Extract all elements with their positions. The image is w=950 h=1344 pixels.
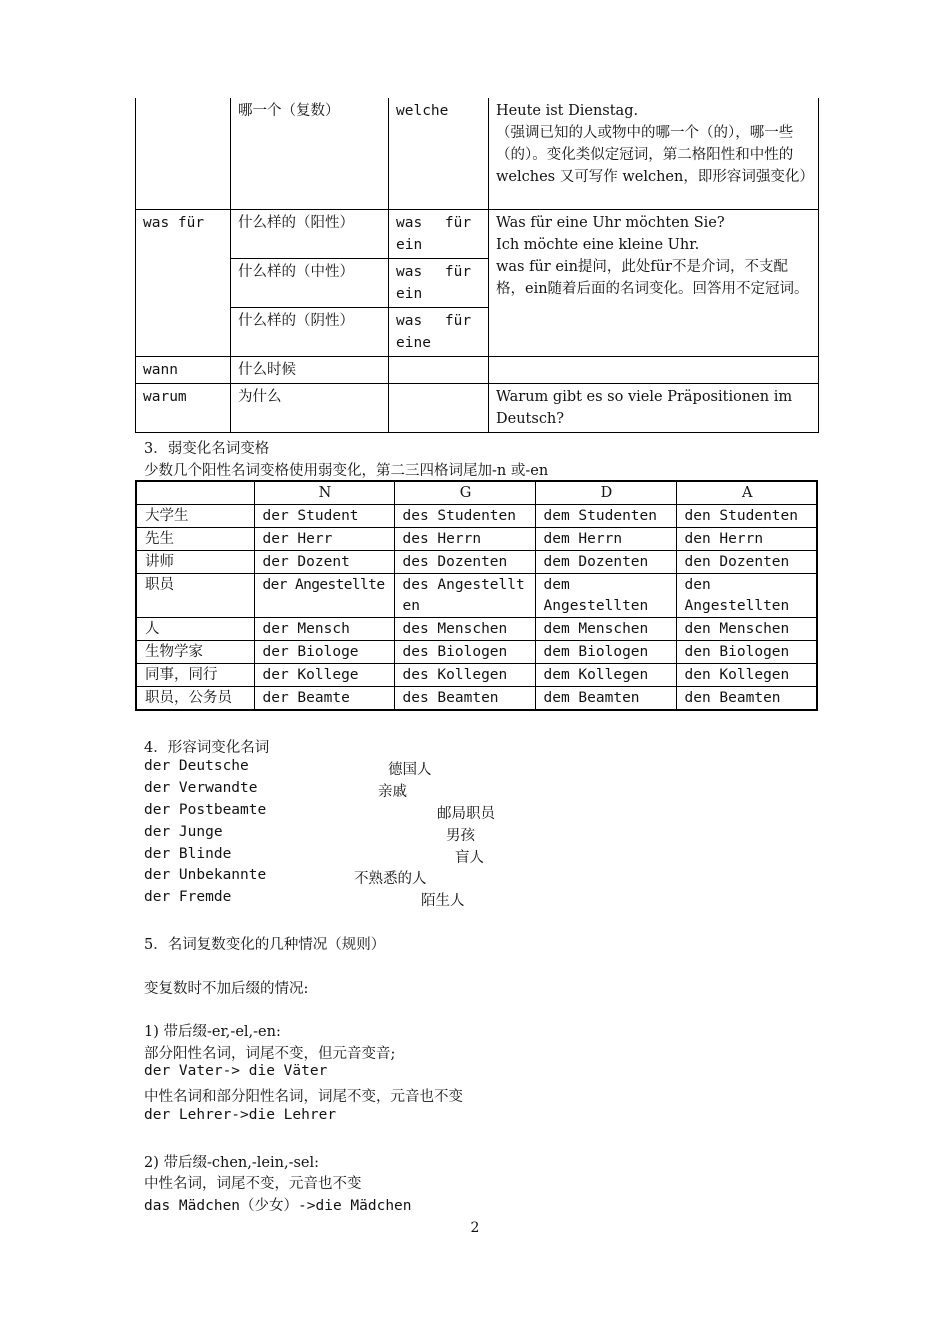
table-cell: der Student [254,505,394,528]
rule-example: das Mädchen（少女）->die Mädchen [144,1198,412,1214]
table-cell [389,383,489,432]
table-cell: dem Menschen [535,618,676,641]
table-row [136,505,817,528]
table-cell: des Menschen [394,618,535,641]
table-cell: 讲师 [136,551,254,574]
list-item-translation: 不熟悉的人 [354,871,427,887]
list-item-translation: 陌生人 [421,893,465,909]
column-header: D [535,481,676,505]
table-row [136,574,817,618]
interrogatives-table [135,98,819,433]
table-row [136,641,817,664]
table-cell: wann [136,356,231,383]
table-cell: der Kollege [254,664,394,687]
table-cell: dem Angestellten [535,574,676,618]
table-cell: 什么时候 [231,356,389,383]
list-item: der Fremde [144,889,232,905]
table-cell: was für ein [389,258,489,307]
table-cell: 生物学家 [136,641,254,664]
table-row [136,551,817,574]
rule-title: 2) 带后缀-chen,-lein,-sel: [144,1155,320,1171]
list-item-translation: 邮局职员 [437,806,495,822]
rule-text: 中性名词和部分阳性名词，词尾不变，元音也不变 [144,1089,463,1105]
table-row [136,209,819,258]
rule-text: 部分阳性名词，词尾不变，但元音变音; [144,1046,396,1062]
section-heading: 5．名词复数变化的几种情况（规则） [144,937,386,953]
rule-title: 1) 带后缀-er,-el,-en: [144,1024,281,1040]
table-cell: 职员，公务员 [136,687,254,711]
table-cell: 大学生 [136,505,254,528]
page-number: 2 [470,1220,480,1236]
section-heading: 3．弱变化名词变格 [144,441,270,457]
list-item: der Deutsche [144,758,249,774]
table-cell: dem Kollegen [535,664,676,687]
list-item-translation: 亲戚 [378,784,407,800]
table-cell: des Dozenten [394,551,535,574]
table-cell: dem Herrn [535,528,676,551]
table-row [136,664,817,687]
table-row [136,618,817,641]
table-cell: Was für eine Uhr möchten Sie? Ich möchte eine kleine Uhr. was für ein提问，此处für不是介词，不支配格，ein随着后面的名词变化。回答用不定冠词。 [489,209,819,356]
list-item: der Postbeamte [144,802,267,818]
table-cell: der Beamte [254,687,394,711]
table-cell: 同事，同行 [136,664,254,687]
column-header: G [394,481,535,505]
list-item: der Verwandte [144,780,258,796]
table-row [136,687,817,711]
table-cell: was für ein [389,209,489,258]
table-row [136,356,819,383]
column-header: A [676,481,817,505]
table-cell: der Mensch [254,618,394,641]
table-cell: den Herrn [676,528,817,551]
rule-example: der Vater-> die Väter [144,1063,328,1079]
table-row [136,98,819,209]
table-cell: den Angestellten [676,574,817,618]
table-cell: den Beamten [676,687,817,711]
table-cell: des Herrn [394,528,535,551]
table-cell: 为什么 [231,383,389,432]
table-cell: den Menschen [676,618,817,641]
table-cell [389,356,489,383]
list-item: der Unbekannte [144,867,267,883]
list-item-translation: 男孩 [446,828,475,844]
table-cell: welche [389,98,489,209]
section-heading: 4．形容词变化名词 [144,740,270,756]
section-intro: 少数几个阳性名词变格使用弱变化，第二三四格词尾加-n 或-en [144,463,549,479]
column-header: N [254,481,394,505]
table-cell: 人 [136,618,254,641]
rule-text: 中性名词，词尾不变，元音也不变 [144,1176,362,1192]
table-cell: Warum gibt es so viele Präpositionen im Deutsch? [489,383,819,432]
table-cell: Heute ist Dienstag. （强调已知的人或物中的哪一个（的），哪一些（的）。变化类似定冠词，第二格阳性和中性的 welches 又可写作 welchen，即形容词强变化） [489,98,819,209]
list-item-translation: 盲人 [455,850,484,866]
table-cell: des Angestellten [394,574,535,618]
list-item: der Blinde [144,846,232,862]
table-cell: der Biologe [254,641,394,664]
table-row [136,383,819,432]
list-item: der Junge [144,824,223,840]
table-cell: der Herr [254,528,394,551]
table-cell: 什么样的（中性） [231,258,389,307]
table-cell: den Dozenten [676,551,817,574]
table-header-row [136,481,817,505]
table-cell: 哪一个（复数） [231,98,389,209]
table-cell: des Biologen [394,641,535,664]
table-cell: 什么样的（阳性） [231,209,389,258]
table-cell: dem Studenten [535,505,676,528]
table-cell: den Kollegen [676,664,817,687]
table-cell: warum [136,383,231,432]
table-cell: 先生 [136,528,254,551]
column-header [136,481,254,505]
table-cell: des Studenten [394,505,535,528]
table-cell: 什么样的（阴性） [231,307,389,356]
weak-nouns-table [135,480,818,711]
subheading: 变复数时不加后缀的情况: [144,981,309,997]
table-cell: den Studenten [676,505,817,528]
table-cell [136,98,231,209]
table-cell: dem Beamten [535,687,676,711]
list-item-translation: 德国人 [388,762,432,778]
table-cell: der Angestellte [254,574,394,618]
rule-example: der Lehrer->die Lehrer [144,1107,337,1123]
table-cell: dem Dozenten [535,551,676,574]
table-cell: den Biologen [676,641,817,664]
table-cell: was für [136,209,231,356]
table-cell: des Kollegen [394,664,535,687]
table-cell: des Beamten [394,687,535,711]
table-cell [489,356,819,383]
table-cell: was für eine [389,307,489,356]
table-cell: der Dozent [254,551,394,574]
table-cell: dem Biologen [535,641,676,664]
table-row [136,528,817,551]
table-cell: 职员 [136,574,254,618]
